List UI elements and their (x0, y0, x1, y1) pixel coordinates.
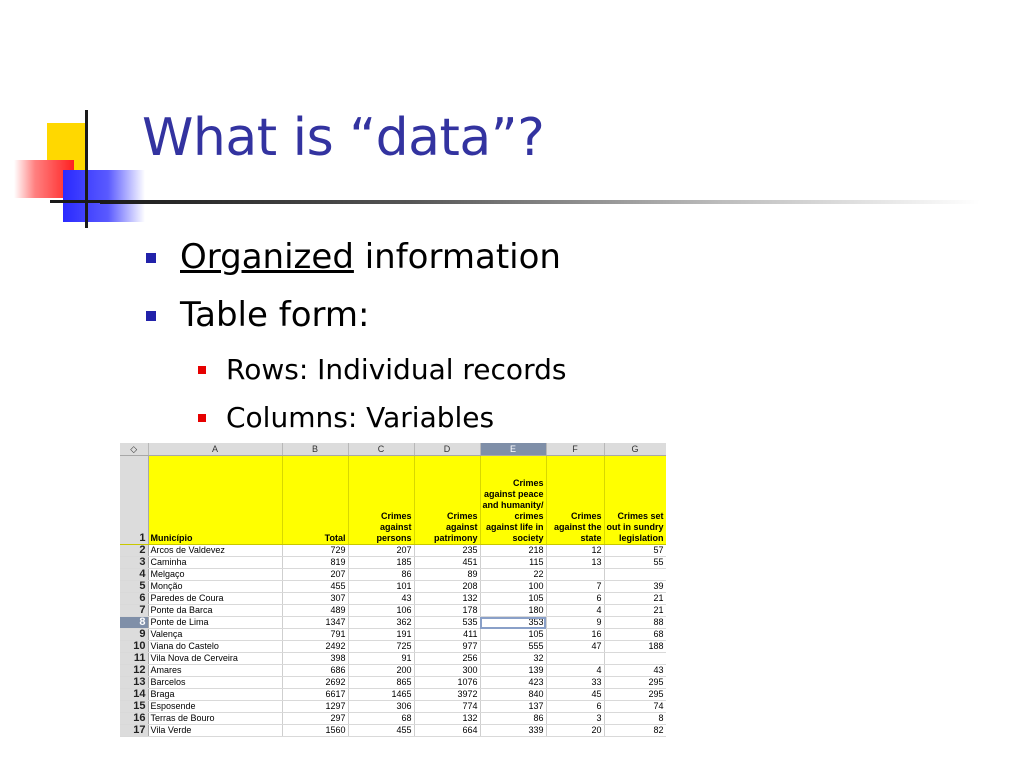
municipality-cell: Terras de Bouro (148, 713, 282, 725)
value-cell: 180 (480, 605, 546, 617)
value-cell: 20 (546, 725, 604, 737)
value-cell: 101 (348, 581, 414, 593)
row-number: 5 (120, 581, 148, 593)
column-header-c: C (348, 443, 414, 456)
value-cell: 2692 (282, 677, 348, 689)
value-cell: 47 (546, 641, 604, 653)
value-cell: 7 (546, 581, 604, 593)
spreadsheet-image (120, 443, 666, 740)
value-cell: 43 (348, 593, 414, 605)
value-cell: 535 (414, 617, 480, 629)
value-cell: 865 (348, 677, 414, 689)
value-cell: 819 (282, 557, 348, 569)
municipality-cell: Vila Verde (148, 725, 282, 737)
column-heading-cell: Município (148, 456, 282, 545)
column-header-row (120, 443, 666, 456)
bullet-list (142, 232, 566, 444)
value-cell: 451 (414, 557, 480, 569)
value-cell: 106 (348, 605, 414, 617)
column-heading-cell: Crimes against the state (546, 456, 604, 545)
sub-bullet-square-icon (198, 366, 206, 374)
value-cell: 3972 (414, 689, 480, 701)
value-cell: 1076 (414, 677, 480, 689)
value-cell: 1560 (282, 725, 348, 737)
municipality-cell: Melgaço (148, 569, 282, 581)
municipality-cell: Monção (148, 581, 282, 593)
value-cell: 12 (546, 545, 604, 557)
value-cell: 86 (348, 569, 414, 581)
logo-blue-square (63, 170, 145, 222)
value-cell: 200 (348, 665, 414, 677)
title-underline-rule (100, 200, 980, 204)
logo-horizontal-line (50, 200, 100, 203)
value-cell: 977 (414, 641, 480, 653)
municipality-cell: Amares (148, 665, 282, 677)
value-cell: 3 (546, 713, 604, 725)
row-number: 16 (120, 713, 148, 725)
column-heading-cell: Crimes against patrimony (414, 456, 480, 545)
value-cell: 188 (604, 641, 666, 653)
value-cell: 22 (480, 569, 546, 581)
row-number: 17 (120, 725, 148, 737)
value-cell: 295 (604, 677, 666, 689)
column-heading-cell: Crimes against persons (348, 456, 414, 545)
bullet-text: Table form: (180, 295, 370, 335)
row-number: 4 (120, 569, 148, 581)
value-cell: 339 (480, 725, 546, 737)
row-number: 13 (120, 677, 148, 689)
column-header-b: B (282, 443, 348, 456)
table-row (120, 725, 666, 737)
bullet-text: information (353, 237, 561, 277)
row-number: 8 (120, 617, 148, 629)
value-cell (546, 569, 604, 581)
value-cell: 33 (546, 677, 604, 689)
value-cell: 207 (282, 569, 348, 581)
value-cell: 89 (414, 569, 480, 581)
value-cell: 45 (546, 689, 604, 701)
value-cell: 21 (604, 593, 666, 605)
value-cell: 132 (414, 593, 480, 605)
row-number: 10 (120, 641, 148, 653)
table-row (120, 557, 666, 569)
select-all-corner-icon: ◇ (120, 443, 148, 456)
value-cell: 297 (282, 713, 348, 725)
table-row (120, 665, 666, 677)
municipality-cell: Braga (148, 689, 282, 701)
value-cell: 132 (414, 713, 480, 725)
municipality-cell: Paredes de Coura (148, 593, 282, 605)
table-row (120, 713, 666, 725)
value-cell: 86 (480, 713, 546, 725)
value-cell: 207 (348, 545, 414, 557)
value-cell: 774 (414, 701, 480, 713)
row-number: 2 (120, 545, 148, 557)
column-header-f: F (546, 443, 604, 456)
bullet-item (142, 232, 566, 290)
value-cell: 300 (414, 665, 480, 677)
value-cell: 664 (414, 725, 480, 737)
table-row (120, 701, 666, 713)
value-cell: 100 (480, 581, 546, 593)
value-cell: 39 (604, 581, 666, 593)
sub-bullet-text: Columns: Variables (226, 401, 495, 434)
column-header-d: D (414, 443, 480, 456)
value-cell: 729 (282, 545, 348, 557)
table-row (120, 689, 666, 701)
value-cell: 55 (604, 557, 666, 569)
value-cell: 88 (604, 617, 666, 629)
municipality-cell: Ponte da Barca (148, 605, 282, 617)
value-cell: 91 (348, 653, 414, 665)
slide-title: What is “data”? (142, 108, 545, 168)
row-number: 6 (120, 593, 148, 605)
value-cell: 791 (282, 629, 348, 641)
slide-logo (0, 0, 150, 240)
value-cell: 455 (282, 581, 348, 593)
value-cell: 235 (414, 545, 480, 557)
table-row (120, 605, 666, 617)
column-heading-cell: Total (282, 456, 348, 545)
column-header-g: G (604, 443, 666, 456)
value-cell: 306 (348, 701, 414, 713)
row-number: 7 (120, 605, 148, 617)
value-cell: 6617 (282, 689, 348, 701)
bullet-square-icon (146, 311, 156, 321)
value-cell: 139 (480, 665, 546, 677)
municipality-cell: Valença (148, 629, 282, 641)
row-number: 1 (120, 456, 148, 545)
municipality-cell: Esposende (148, 701, 282, 713)
municipality-cell: Vila Nova de Cerveira (148, 653, 282, 665)
value-cell (604, 569, 666, 581)
sub-bullet-item (142, 396, 566, 444)
value-cell: 353 (480, 617, 546, 629)
value-cell: 57 (604, 545, 666, 557)
table-row (120, 641, 666, 653)
value-cell (546, 653, 604, 665)
value-cell: 178 (414, 605, 480, 617)
column-header-e: E (480, 443, 546, 456)
value-cell: 105 (480, 593, 546, 605)
sub-bullet-text: Rows: Individual records (226, 353, 567, 386)
value-cell: 295 (604, 689, 666, 701)
table-row (120, 677, 666, 689)
table-row (120, 593, 666, 605)
value-cell: 208 (414, 581, 480, 593)
row-number: 3 (120, 557, 148, 569)
value-cell: 218 (480, 545, 546, 557)
value-cell: 4 (546, 605, 604, 617)
sub-bullet-item (142, 348, 566, 396)
value-cell: 307 (282, 593, 348, 605)
value-cell: 68 (348, 713, 414, 725)
column-heading-cell: Crimes set out in sundry legislation (604, 456, 666, 545)
table-row (120, 629, 666, 641)
municipality-cell: Arcos de Valdevez (148, 545, 282, 557)
row-number: 12 (120, 665, 148, 677)
value-cell: 185 (348, 557, 414, 569)
value-cell: 1347 (282, 617, 348, 629)
value-cell: 840 (480, 689, 546, 701)
value-cell: 68 (604, 629, 666, 641)
value-cell: 105 (480, 629, 546, 641)
row-number: 11 (120, 653, 148, 665)
value-cell: 398 (282, 653, 348, 665)
value-cell: 191 (348, 629, 414, 641)
value-cell: 82 (604, 725, 666, 737)
table-header-row (120, 456, 666, 545)
value-cell: 43 (604, 665, 666, 677)
value-cell: 256 (414, 653, 480, 665)
value-cell: 13 (546, 557, 604, 569)
row-number: 15 (120, 701, 148, 713)
value-cell: 16 (546, 629, 604, 641)
value-cell: 8 (604, 713, 666, 725)
value-cell: 1465 (348, 689, 414, 701)
spreadsheet-table (120, 443, 666, 737)
row-number: 9 (120, 629, 148, 641)
value-cell: 21 (604, 605, 666, 617)
value-cell: 1297 (282, 701, 348, 713)
value-cell: 115 (480, 557, 546, 569)
municipality-cell: Viana do Castelo (148, 641, 282, 653)
value-cell: 32 (480, 653, 546, 665)
logo-vertical-line (85, 110, 88, 228)
value-cell: 6 (546, 701, 604, 713)
value-cell: 4 (546, 665, 604, 677)
value-cell: 74 (604, 701, 666, 713)
value-cell: 2492 (282, 641, 348, 653)
column-heading-cell: Crimes against peace and humanity/ crimes against life in society (480, 456, 546, 545)
value-cell: 489 (282, 605, 348, 617)
value-cell: 362 (348, 617, 414, 629)
value-cell: 6 (546, 593, 604, 605)
table-row (120, 617, 666, 629)
municipality-cell: Ponte de Lima (148, 617, 282, 629)
value-cell: 725 (348, 641, 414, 653)
bullet-item (142, 290, 566, 348)
column-header-a: A (148, 443, 282, 456)
sub-bullet-square-icon (198, 414, 206, 422)
value-cell: 423 (480, 677, 546, 689)
value-cell: 686 (282, 665, 348, 677)
bullet-square-icon (146, 253, 156, 263)
municipality-cell: Caminha (148, 557, 282, 569)
value-cell: 411 (414, 629, 480, 641)
table-row (120, 653, 666, 665)
value-cell: 9 (546, 617, 604, 629)
municipality-cell: Barcelos (148, 677, 282, 689)
row-number: 14 (120, 689, 148, 701)
table-row (120, 581, 666, 593)
table-row (120, 545, 666, 557)
value-cell: 455 (348, 725, 414, 737)
value-cell: 555 (480, 641, 546, 653)
value-cell (604, 653, 666, 665)
table-row (120, 569, 666, 581)
bullet-underlined-text: Organized (180, 237, 354, 277)
value-cell: 137 (480, 701, 546, 713)
